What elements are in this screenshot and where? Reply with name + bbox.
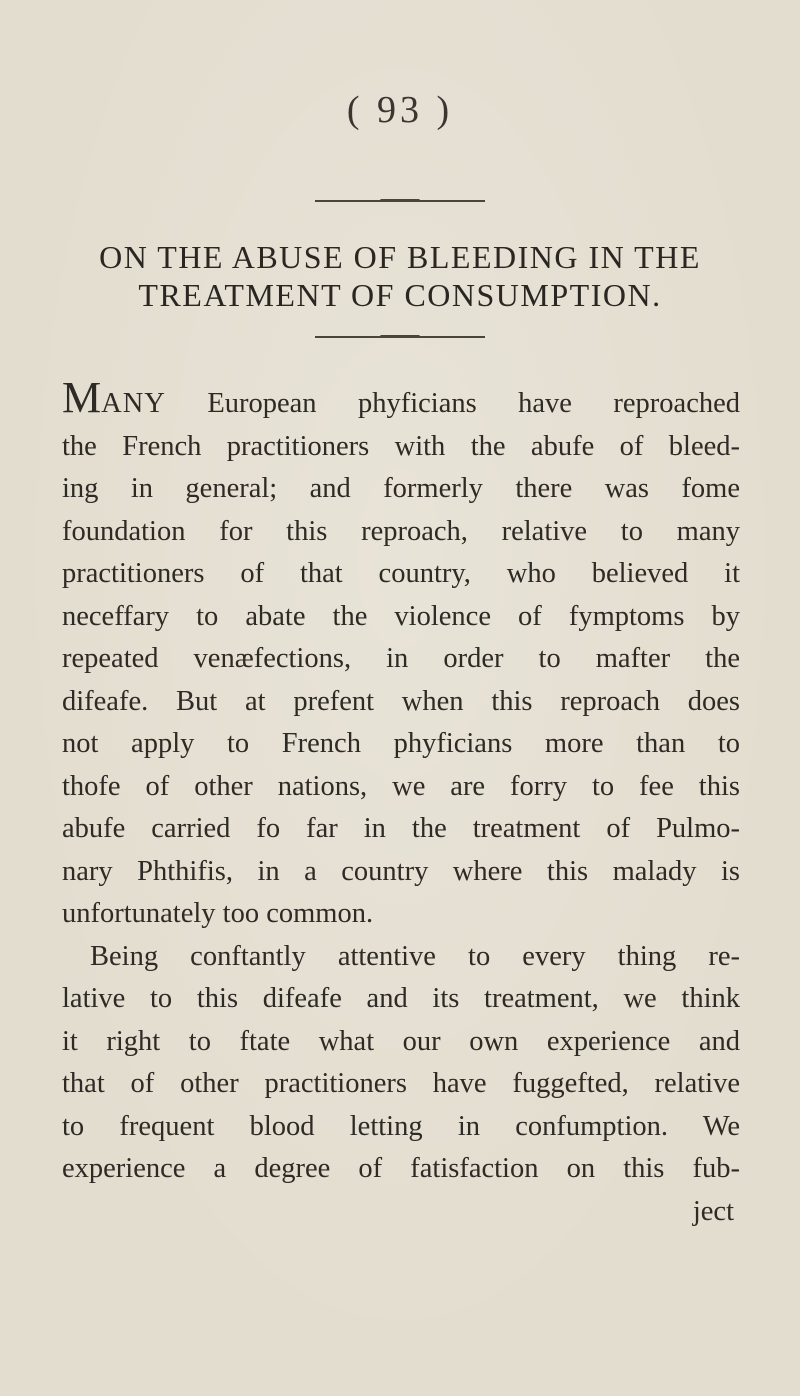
ornamental-rule-below-title — [315, 336, 485, 338]
body-text — [62, 373, 740, 1233]
text-line-content: European phyficians have reproached — [165, 388, 740, 419]
text-line: nary Phthifis, in a country where this malady is — [62, 855, 740, 887]
page-number: ( 93 ) — [346, 89, 454, 131]
text-line — [62, 373, 740, 426]
text-line: Being conftantly attentive to every thing re- — [90, 940, 740, 972]
ornamental-rule-top — [315, 200, 485, 202]
text-line: foundation for this reproach, relative to many — [62, 515, 740, 547]
text-line: not apply to French phyficians more than to — [62, 728, 740, 759]
text-line: repeated venæfections, in order to mafter the — [62, 643, 740, 674]
drop-cap: M — [62, 373, 102, 422]
text-line: unfortunately too common. — [62, 898, 374, 929]
text-line: neceffary to abate the violence of fymptoms by — [62, 600, 740, 632]
text-line: the French practitioners with the abufe of bleed- — [62, 430, 740, 462]
text-line: that of other practitioners have fuggefted, relative — [62, 1068, 740, 1099]
text-line: to frequent blood letting in confumption. We — [62, 1110, 740, 1142]
text-line: lative to this difeafe and its treatment, we think — [62, 983, 740, 1014]
text-line: abufe carried fo far in the treatment of Pulmo- — [62, 813, 740, 844]
text-line: thofe of other nations, we are forry to fee this — [62, 770, 740, 802]
text-line: difeafe. But at prefent when this reproach does — [62, 685, 740, 717]
text-line: experience a degree of fatisfaction on this fub- — [62, 1153, 740, 1184]
chapter-title-line-2: TREATMENT OF CONSUMPTION. — [138, 277, 662, 313]
text-line: it right to ftate what our own experience and — [62, 1025, 740, 1057]
first-word-rest: ANY — [101, 388, 166, 419]
chapter-title — [60, 238, 740, 314]
chapter-title-line-1: ON THE ABUSE OF BLEEDING IN THE — [99, 239, 701, 275]
catchword: ject — [692, 1195, 734, 1227]
text-line: ing in general; and formerly there was fome — [62, 473, 740, 504]
text-line: practitioners of that country, who believed it — [62, 558, 740, 589]
